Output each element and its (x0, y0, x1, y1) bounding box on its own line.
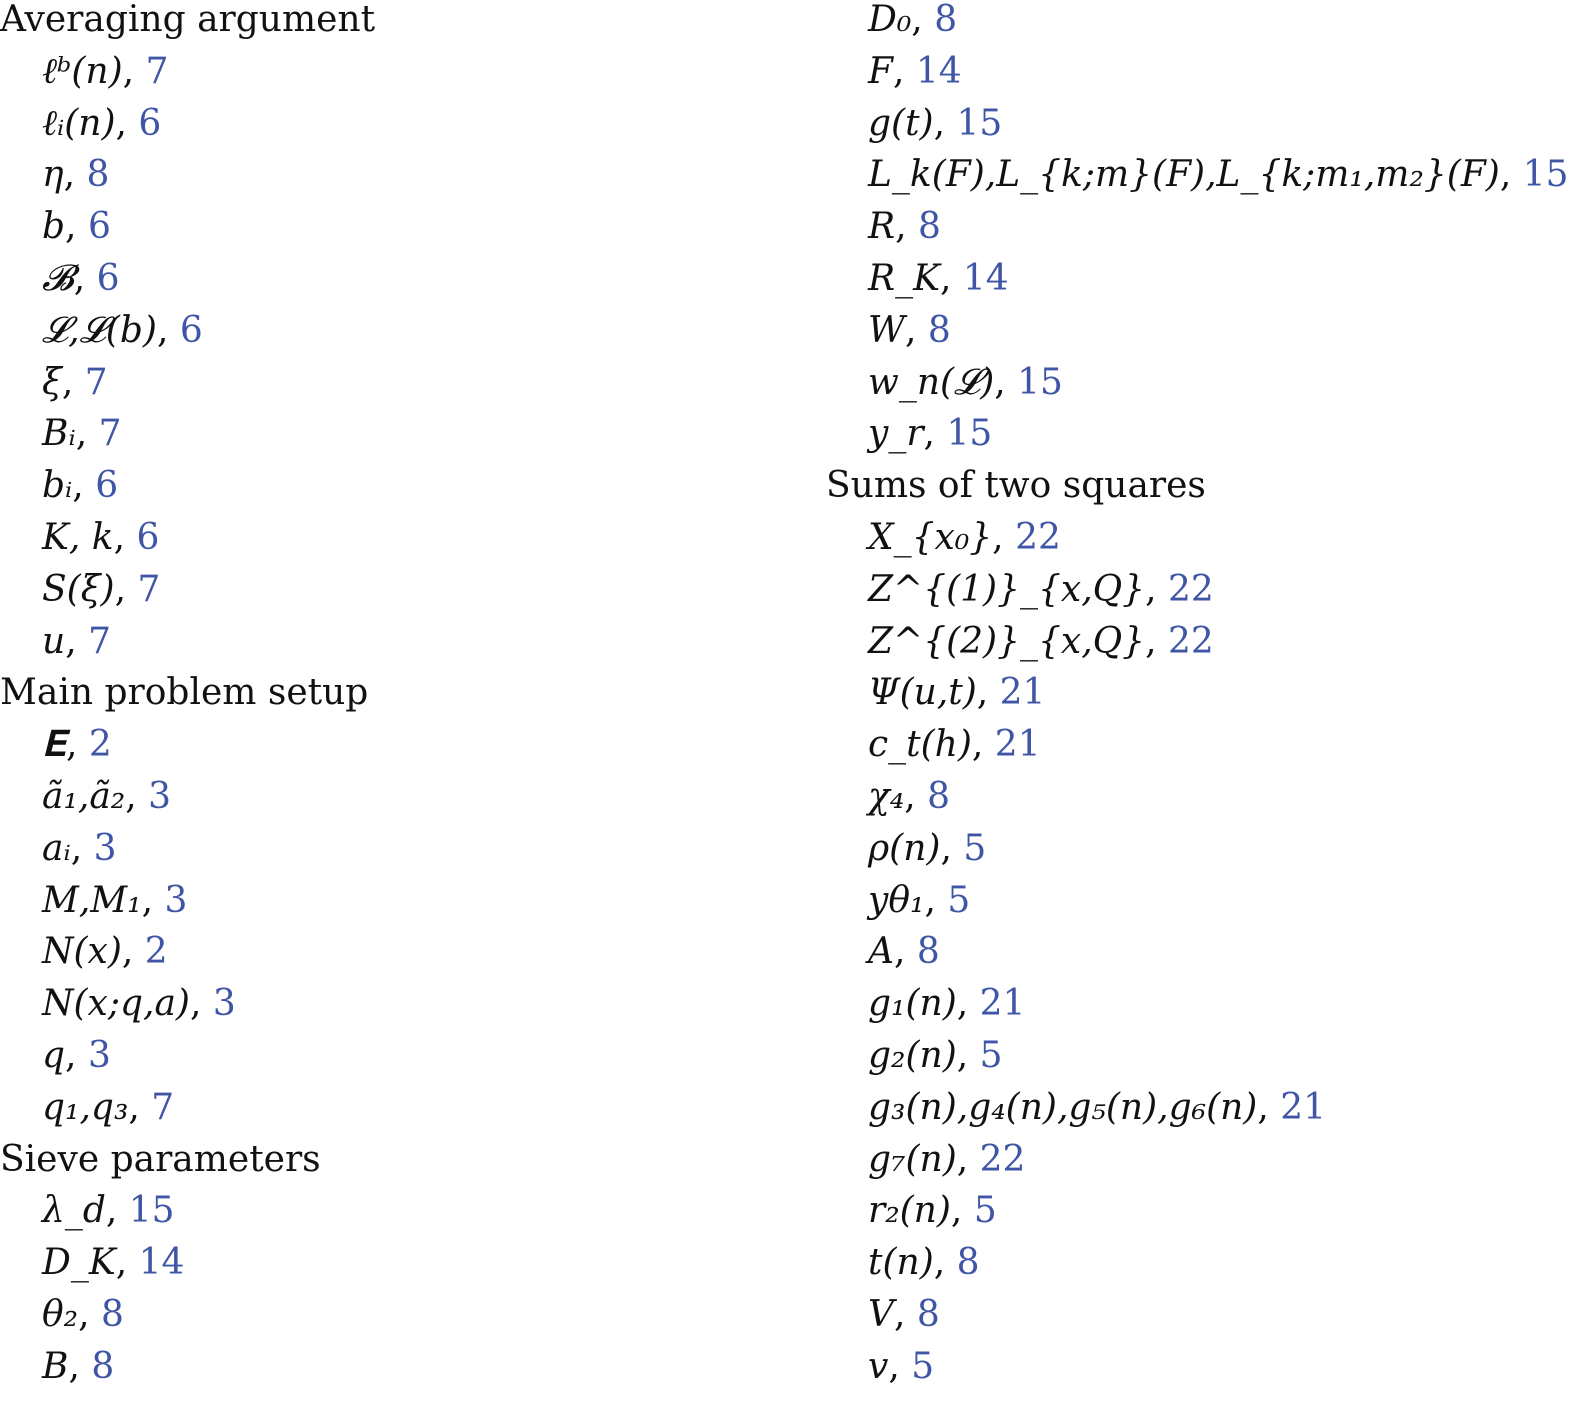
index-term: N(x) (42, 931, 122, 973)
index-term: χ₄ (868, 775, 905, 817)
index-entry (42, 984, 760, 1036)
separator: , (956, 1034, 980, 1076)
index-entry (42, 622, 760, 674)
index-entry (42, 414, 760, 466)
page-link[interactable]: 15 (1522, 154, 1569, 196)
index-entry (868, 1295, 1447, 1347)
index-term: M,M₁ (42, 879, 142, 921)
separator: , (1257, 1086, 1281, 1128)
index-term: b (42, 206, 66, 248)
index-entry (868, 104, 1447, 156)
index-term: L_k(F),L_{k;m}(F),L_{k;m₁,m₂}(F) (868, 154, 1500, 196)
index-entry (868, 777, 1447, 829)
separator: , (125, 775, 149, 817)
index-term: g(t) (868, 102, 934, 144)
index-term: K, k (42, 516, 114, 558)
page-link[interactable]: 6 (87, 206, 111, 248)
separator: , (994, 361, 1018, 403)
separator: , (65, 206, 88, 248)
page-link[interactable]: 14 (915, 50, 962, 92)
index-entry (868, 0, 1447, 52)
index-entry (868, 673, 1447, 725)
page-link[interactable]: 21 (994, 724, 1041, 766)
index-entry (42, 518, 760, 570)
index-term: Z^{(1)}_{x,Q} (868, 568, 1146, 610)
separator: , (65, 1034, 88, 1076)
page-link[interactable]: 15 (128, 1190, 175, 1232)
index-entry (42, 725, 760, 777)
index-term: g₇(n) (868, 1138, 957, 1180)
separator: , (61, 361, 85, 403)
index-entry (42, 259, 760, 311)
separator: , (189, 983, 213, 1025)
page-link[interactable]: 15 (946, 413, 993, 455)
separator: , (65, 620, 89, 662)
index-entry (42, 1347, 760, 1399)
index-entry (42, 52, 760, 104)
index-term: R_K (868, 257, 940, 299)
index-entry (868, 154, 1569, 207)
index-entry (42, 311, 760, 363)
separator: , (905, 309, 928, 351)
separator: , (933, 102, 957, 144)
separator: , (992, 516, 1016, 558)
separator: , (933, 1242, 957, 1284)
index-term: Bᵢ (42, 413, 76, 455)
separator: , (68, 1345, 92, 1387)
index-term: X_{x₀} (868, 516, 993, 558)
index-entry (868, 570, 1447, 622)
page-link[interactable]: 5 (947, 879, 971, 921)
index-term: A (868, 931, 894, 973)
separator: , (70, 827, 94, 869)
page-link[interactable]: 6 (179, 309, 203, 351)
page-link[interactable]: 22 (1167, 568, 1214, 610)
index-column-left (0, 0, 760, 1399)
index-term: θ₂ (42, 1293, 79, 1335)
separator: , (122, 50, 146, 92)
page-link[interactable]: 6 (136, 516, 160, 558)
page-link[interactable]: 8 (927, 309, 951, 351)
index-entry (868, 518, 1447, 570)
index-entry (868, 622, 1447, 674)
index-entry (42, 466, 760, 518)
index-term: g₁(n) (868, 983, 957, 1025)
index-term: ξ (42, 361, 62, 403)
index-term: g₃(n),g₄(n),g₅(n),g₆(n) (868, 1086, 1258, 1128)
page-link[interactable]: 21 (979, 983, 1026, 1025)
separator: , (894, 1293, 917, 1335)
index-term: V (868, 1293, 894, 1335)
page-link[interactable]: 5 (979, 1034, 1003, 1076)
index-entry (42, 1295, 760, 1347)
page-link[interactable]: 22 (1167, 620, 1214, 662)
section-heading-sieve-parameters: Sieve parameters (0, 1138, 321, 1180)
index-entry (868, 881, 1447, 933)
index-term: ρ(n) (868, 827, 941, 869)
page-link[interactable]: 2 (144, 931, 168, 973)
page-link[interactable]: 6 (138, 102, 162, 144)
index-entry (42, 1191, 760, 1243)
separator: , (892, 50, 916, 92)
page-link[interactable]: 2 (88, 724, 112, 766)
index-entry (42, 570, 760, 622)
index-entry (42, 155, 760, 207)
page-link[interactable]: 8 (916, 1293, 940, 1335)
index-entry (868, 1088, 1447, 1140)
index-term: R (868, 206, 896, 248)
page-link[interactable]: 5 (973, 1190, 997, 1232)
page-link[interactable]: 7 (84, 361, 108, 403)
separator: , (923, 413, 947, 455)
separator: , (128, 1086, 152, 1128)
separator: , (911, 0, 935, 40)
page-link[interactable]: 7 (98, 413, 122, 455)
index-term: λ_d (42, 1190, 106, 1232)
index-entry (42, 1036, 760, 1088)
page-link[interactable]: 8 (956, 1242, 980, 1284)
page-link[interactable]: 8 (916, 931, 940, 973)
index-entry (868, 725, 1447, 777)
index-term: y_r (868, 413, 924, 455)
separator: , (75, 413, 99, 455)
page-link[interactable]: 14 (962, 257, 1009, 299)
index-entry (868, 52, 1447, 104)
separator: , (72, 465, 96, 507)
index-entry (868, 1347, 1447, 1399)
index-entry (868, 363, 1447, 415)
separator: , (924, 879, 948, 921)
index-term: r₂(n) (868, 1190, 951, 1232)
index-entry (42, 881, 760, 933)
index-term: q (42, 1034, 66, 1076)
index-entry (868, 414, 1447, 466)
separator: , (904, 775, 928, 817)
separator: , (141, 879, 165, 921)
separator: , (1499, 154, 1523, 196)
separator: , (940, 257, 963, 299)
index-column-right (826, 0, 1569, 1399)
separator: , (63, 154, 87, 196)
separator: , (121, 931, 145, 973)
index-term: q₁,q₃ (42, 1086, 129, 1128)
separator: , (971, 724, 995, 766)
separator: , (950, 1190, 974, 1232)
index-term: Ψ(u,t) (868, 672, 977, 714)
separator: , (956, 1138, 980, 1180)
page-link[interactable]: 15 (956, 102, 1003, 144)
page-link[interactable]: 14 (138, 1242, 185, 1284)
index-term: 𝓑 (42, 257, 74, 299)
page-link[interactable]: 6 (96, 257, 120, 299)
section-heading-averaging-argument: Averaging argument (0, 0, 376, 40)
index-term: g₂(n) (868, 1034, 957, 1076)
separator: , (895, 206, 918, 248)
page-link[interactable]: 22 (979, 1138, 1026, 1180)
index-term: bᵢ (42, 465, 73, 507)
page-link[interactable]: 8 (918, 206, 941, 248)
separator: , (78, 1293, 101, 1335)
page-link[interactable]: 3 (148, 775, 172, 817)
section-heading-main-problem-setup: Main problem setup (0, 672, 369, 714)
separator: , (888, 1345, 912, 1387)
page-link[interactable]: 7 (137, 568, 161, 610)
index-entry (868, 932, 1447, 984)
page-link[interactable]: 8 (86, 154, 110, 196)
index-term: D_K (42, 1242, 116, 1284)
page-link[interactable]: 5 (911, 1345, 935, 1387)
index-entry (42, 363, 760, 415)
separator: , (976, 672, 1000, 714)
separator: , (105, 1190, 129, 1232)
separator: , (65, 724, 89, 766)
index-entry (868, 311, 1447, 363)
page-link[interactable]: 8 (927, 775, 951, 817)
index-entry (868, 1140, 1447, 1192)
separator: , (115, 102, 139, 144)
index-term: F (868, 50, 893, 92)
index-term: u (42, 620, 66, 662)
page-link[interactable]: 3 (212, 983, 236, 1025)
index-term: Z^{(2)}_{x,Q} (868, 620, 1146, 662)
index-entry (42, 1088, 760, 1140)
index-term: t(n) (868, 1242, 934, 1284)
index-term: w_n(𝓛) (868, 361, 995, 403)
index-term: v (868, 1345, 889, 1387)
page-link[interactable]: 3 (164, 879, 188, 921)
index-entry (868, 1036, 1447, 1088)
page-link[interactable]: 6 (95, 465, 119, 507)
index-entry (868, 984, 1447, 1036)
separator: , (73, 257, 97, 299)
index-term: B (42, 1345, 69, 1387)
index-entry (868, 259, 1447, 311)
index-entry (42, 829, 760, 881)
index-term: S(ξ) (42, 568, 115, 610)
page-link[interactable]: 3 (87, 1034, 111, 1076)
page-link[interactable]: 7 (145, 50, 169, 92)
index-term: 𝓛,𝓛(b) (42, 309, 157, 351)
index-term: D₀ (868, 0, 912, 40)
separator: , (940, 827, 964, 869)
separator: , (156, 309, 180, 351)
index-entry (42, 104, 760, 156)
index-term: N(x;q,a) (42, 983, 190, 1025)
index-term: ℓᵢ(n) (42, 102, 116, 144)
page-link[interactable]: 3 (93, 827, 117, 869)
page-link[interactable]: 21 (1280, 1086, 1327, 1128)
index-entry (42, 1243, 760, 1295)
index-term: η (42, 154, 64, 196)
index-term: ℓᵇ(n) (42, 50, 123, 92)
separator: , (115, 1242, 139, 1284)
separator: , (1145, 568, 1168, 610)
page-link[interactable]: 8 (91, 1345, 115, 1387)
index-entry (42, 207, 760, 259)
separator: , (113, 516, 137, 558)
index-term: ã₁,ã₂ (42, 775, 126, 817)
page-link[interactable]: 15 (1017, 361, 1063, 403)
index-entry (868, 1243, 1447, 1295)
index-term: aᵢ (42, 827, 71, 869)
index-entry (868, 829, 1447, 881)
page-link[interactable]: 8 (934, 0, 958, 40)
index-entry (42, 932, 760, 984)
separator: , (956, 983, 980, 1025)
page-link[interactable]: 7 (88, 620, 111, 662)
index-entry (42, 777, 760, 829)
index-term: yθ₁ (868, 879, 925, 921)
page-link[interactable]: 5 (963, 827, 987, 869)
separator: , (1145, 620, 1168, 662)
page-link[interactable]: 7 (151, 1086, 175, 1128)
index-term: c_t(h) (868, 724, 972, 766)
page-link[interactable]: 21 (999, 672, 1046, 714)
index-entry (868, 207, 1447, 259)
section-heading-sums-of-two-squares: Sums of two squares (826, 465, 1206, 507)
page-link[interactable]: 22 (1015, 516, 1061, 558)
index-term: W (868, 309, 906, 351)
page-link[interactable]: 8 (101, 1293, 124, 1335)
index-entry (868, 1191, 1447, 1243)
separator: , (894, 931, 917, 973)
separator: , (114, 568, 138, 610)
index-term: 𝐄 (42, 724, 66, 766)
